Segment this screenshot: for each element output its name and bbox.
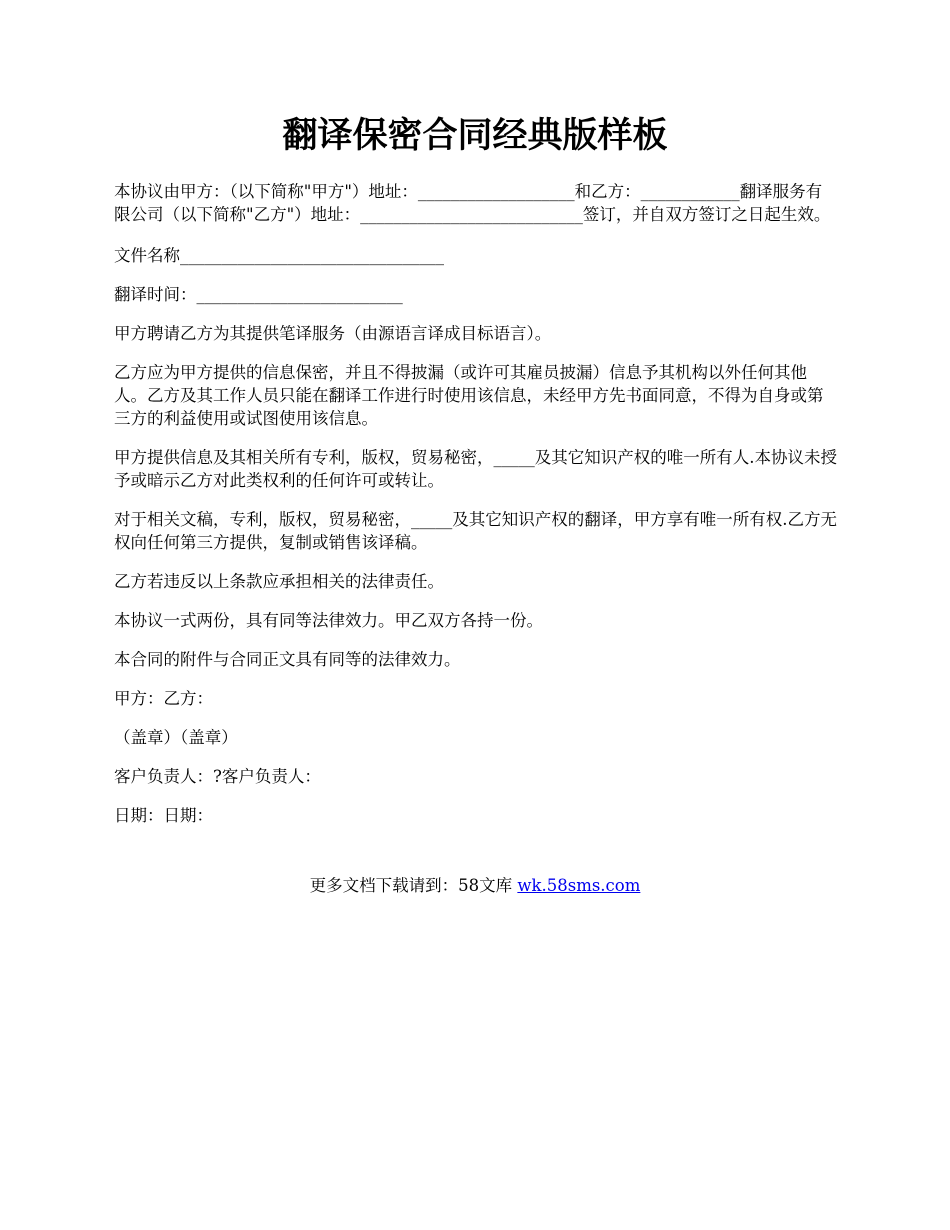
contract-body	[114, 180, 838, 827]
paragraph-copies: 本协议一式两份，具有同等法律效力。甲乙双方各持一份。	[114, 611, 543, 630]
footer-text: 更多文档下载请到：58文库	[309, 876, 518, 895]
paragraph-file-name: 文件名称________________________________	[114, 246, 444, 265]
page-title: 翻译保密合同经典版样板	[282, 115, 668, 156]
footer	[0, 874, 950, 898]
paragraph-confidentiality: 乙方应为甲方提供的信息保密，并且不得披漏（或许可其雇员披漏）信息予其机构以外任何其他人。乙方及其工作人员只能在翻译工作进行时使用该信息，未经甲方先书面同意，不得为自身或第三方的利益使用或试图使用该信息。	[114, 363, 824, 428]
paragraph-parties: 本协议由甲方：（以下简称"甲方"）地址：___________________和乙方：____________翻译服务有限公司（以下简称"乙方"）地址：___________________________签订，并自双方签订之日起生效。	[114, 182, 831, 224]
footer-link[interactable]: wk.58sms.com	[517, 876, 641, 895]
paragraph-translation-time: 翻译时间：_________________________	[114, 285, 403, 304]
paragraph-service: 甲方聘请乙方为其提供笔译服务（由源语言译成目标语言）。	[114, 324, 552, 343]
paragraph-ownership: 甲方提供信息及其相关所有专利，版权，贸易秘密，_____及其它知识产权的唯一所有人.本协议未授予或暗示乙方对此类权利的任何许可或转让。	[114, 448, 837, 490]
paragraph-liability: 乙方若违反以上条款应承担相关的法律责任。	[114, 572, 444, 591]
signature-seals: （盖章）（盖章）	[114, 728, 238, 747]
paragraph-translation-rights: 对于相关文稿，专利，版权，贸易秘密，_____及其它知识产权的翻译，甲方享有唯一所有权.乙方无权向任何第三方提供，复制或销售该译稿。	[114, 510, 837, 552]
signature-dates: 日期：日期：	[114, 806, 213, 825]
signature-parties: 甲方：乙方：	[114, 689, 213, 708]
signature-responsible: 客户负责人：?客户负责人：	[114, 767, 321, 786]
paragraph-attachments: 本合同的附件与合同正文具有同等的法律效力。	[114, 650, 461, 669]
